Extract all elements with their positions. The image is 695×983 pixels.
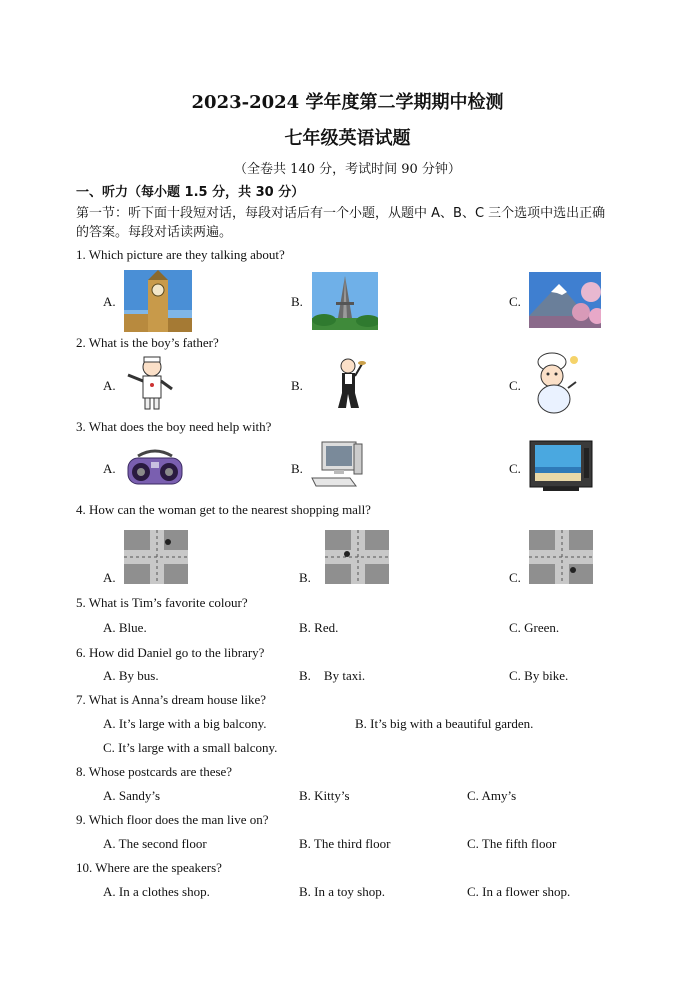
map-a-image	[124, 530, 188, 584]
q9-option-c: C. The fifth floor	[467, 836, 557, 851]
q2-option-c-label: C.	[509, 378, 521, 393]
computer-image	[310, 440, 364, 490]
q9-option-b: B. The third floor	[299, 836, 391, 851]
map-c-image	[529, 530, 593, 584]
chef-image	[528, 352, 580, 414]
q8-option-c: C. Amy’s	[467, 788, 517, 803]
section-instruction-line1: 第一节：听下面十段短对话，每段对话后有一个小题，从题中 A、B、C 三个选项中选出正确	[76, 206, 606, 221]
q5-option-c: C. Green.	[509, 620, 560, 635]
q1-option-b-label: B.	[291, 294, 303, 309]
exam-title: 2023-2024 学年度第二学期期中检测	[191, 92, 504, 113]
q3-option-b-label: B.	[291, 461, 303, 476]
q8-option-a: A. Sandy’s	[103, 788, 161, 803]
eiffel-tower-image	[312, 272, 378, 330]
q6-option-a: A. By bus.	[103, 668, 159, 683]
q10-option-b: B. In a toy shop.	[299, 884, 385, 899]
question-5: 5. What is Tim’s favorite colour?	[76, 595, 248, 610]
q5-option-b: B. Red.	[299, 620, 339, 635]
big-ben-image	[124, 270, 192, 332]
section-instruction-line2: 的答案。每段对话读两遍。	[76, 225, 233, 240]
q4-option-a-label: A.	[103, 570, 116, 585]
question-6: 6. How did Daniel go to the library?	[76, 645, 265, 660]
q6-option-b: B. By taxi.	[299, 668, 366, 683]
question-10: 10. Where are the speakers?	[76, 860, 222, 875]
q4-option-c-label: C.	[509, 570, 521, 585]
q8-option-b: B. Kitty’s	[299, 788, 350, 803]
q3-option-a-label: A.	[103, 461, 116, 476]
question-3: 3. What does the boy need help with?	[76, 419, 272, 434]
q10-option-a: A. In a clothes shop.	[103, 884, 210, 899]
exam-note: （全卷共 140 分，考试时间 90 分钟）	[234, 162, 461, 177]
section-heading: 一、听力（每小题 1.5 分，共 30 分）	[76, 185, 305, 200]
q4-option-b-label: B.	[299, 570, 311, 585]
question-1: 1. Which picture are they talking about?	[76, 247, 285, 262]
map-b-image	[325, 530, 389, 584]
question-7: 7. What is Anna’s dream house like?	[76, 692, 267, 707]
q1-option-a-label: A.	[103, 294, 116, 309]
question-8: 8. Whose postcards are these?	[76, 764, 233, 779]
doctor-image	[124, 355, 176, 411]
q7-option-c: C. It’s large with a small balcony.	[103, 740, 278, 755]
question-2: 2. What is the boy’s father?	[76, 335, 219, 350]
q9-option-a: A. The second floor	[103, 836, 207, 851]
q7-option-b: B. It’s big with a beautiful garden.	[355, 716, 534, 731]
q1-option-c-label: C.	[509, 294, 521, 309]
q2-option-b-label: B.	[291, 378, 303, 393]
q7-option-a: A. It’s large with a big balcony.	[103, 716, 267, 731]
question-4: 4. How can the woman get to the nearest shopping mall?	[76, 502, 371, 517]
radio-image	[124, 446, 186, 488]
exam-subtitle: 七年级英语试题	[284, 128, 411, 149]
q3-option-c-label: C.	[509, 461, 521, 476]
television-image	[529, 440, 593, 492]
mount-fuji-image	[529, 272, 601, 328]
q5-option-a: A. Blue.	[103, 620, 147, 635]
q10-option-c: C. In a flower shop.	[467, 884, 571, 899]
q6-option-c: C. By bike.	[509, 668, 569, 683]
question-9: 9. Which floor does the man live on?	[76, 812, 269, 827]
waiter-image	[334, 356, 366, 410]
q2-option-a-label: A.	[103, 378, 116, 393]
